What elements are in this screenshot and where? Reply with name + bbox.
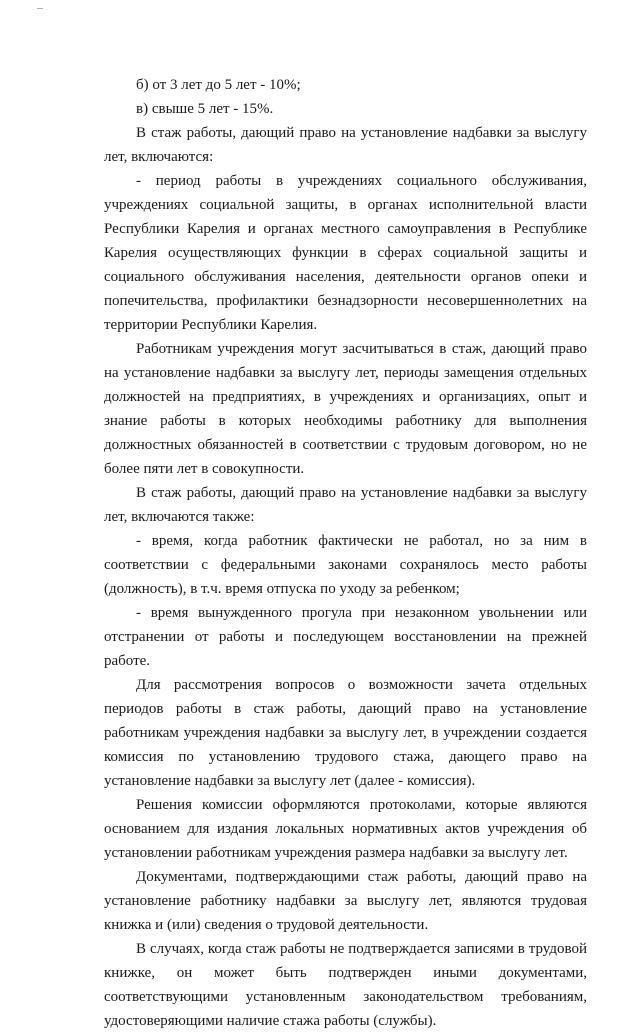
paragraph-10: Решения комиссии оформляются протоколами, которые являются основанием для издания локальных нормативных актов учреждения об установлении работникам учреждения размера надбавки за выслугу лет. <box>104 797 587 861</box>
document-body <box>104 73 587 1033</box>
paragraph-12: В случаях, когда стаж работы не подтверждается записями в трудовой книжке, он может быть подтвержден иными документами, соответствующими установленным законодательством требованиям, удостоверяющими наличие стажа работы (службы). <box>104 941 587 1029</box>
paragraph-4: - период работы в учреждениях социального обслуживания, учреждениях социальной защиты, в органах исполнительной власти Республики Карелия и органах местного самоуправления в Республике Карелия осуществляющих функции в сферах социальной защиты и социального обслуживания населения, деятельности органов опеки и попечительства, профилактики безнадзорности несовершеннолетних на территории Республики Карелия. <box>104 173 587 333</box>
paragraph-8: - время вынужденного прогула при незаконном увольнении или отстранении от работы и последующем восстановлении на прежней работе. <box>104 605 587 669</box>
paragraph-11: Документами, подтверждающими стаж работы, дающий право на установление работнику надбавки за выслугу лет, являются трудовая книжка и (или) сведения о трудовой деятельности. <box>104 869 587 933</box>
scan-mark <box>37 8 43 12</box>
paragraph-3: В стаж работы, дающий право на установление надбавки за выслугу лет, включаются: <box>104 125 587 165</box>
paragraph-7: - время, когда работник фактически не работал, но за ним в соответствии с федеральными законами сохранялось место работы (должность), в т.ч. время отпуска по уходу за ребенком; <box>104 533 587 597</box>
paragraph-2: в) свыше 5 лет - 15%. <box>136 101 274 117</box>
paragraph-6: В стаж работы, дающий право на установление надбавки за выслугу лет, включаются также: <box>104 485 587 525</box>
paragraph-9: Для рассмотрения вопросов о возможности зачета отдельных периодов работы в стаж работы, дающий право на установление работникам учреждения надбавки за выслугу лет, в учреждении создается комиссия по установлению трудового стажа, дающего право на установление надбавки за выслугу лет (далее - комиссия). <box>104 677 587 789</box>
paragraph-5: Работникам учреждения могут засчитываться в стаж, дающий право на установление надбавки за выслугу лет, периоды замещения отдельных должностей на предприятиях, в учреждениях и организациях, опыт и знание работы в которых необходимы работнику для выполнения должностных обязанностей в соответствии с трудовым договором, но не более пяти лет в совокупности. <box>104 341 587 477</box>
paragraph-1: б) от 3 лет до 5 лет - 10%; <box>136 77 301 93</box>
